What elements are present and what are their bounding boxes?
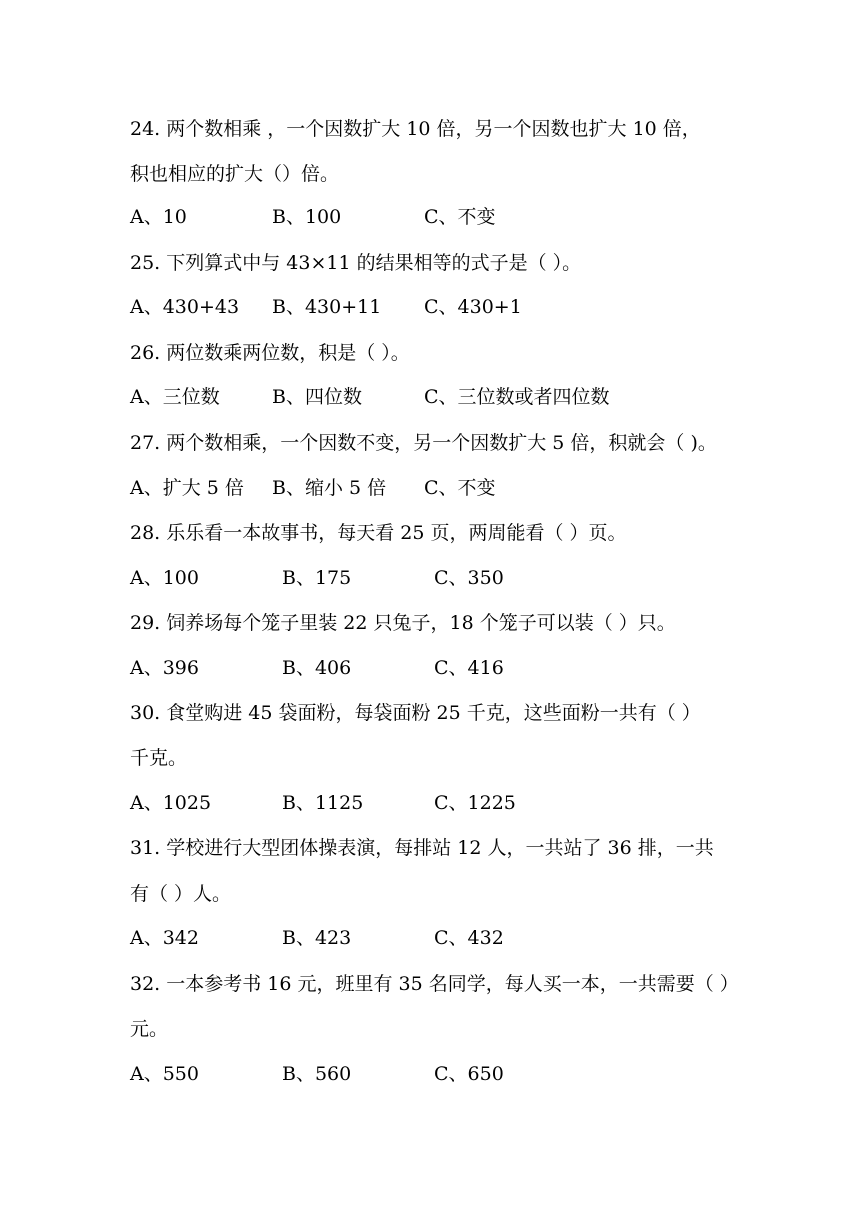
question-29-option-a: A、396 bbox=[130, 657, 199, 679]
question-28-option-c: C、350 bbox=[434, 567, 504, 589]
question-31-line-1: 31. 学校进行大型团体操表演，每排站 12 人，一共站了 36 排，一共 bbox=[130, 837, 714, 859]
question-24-option-c: C、不变 bbox=[424, 206, 496, 228]
question-30-option-a: A、1025 bbox=[130, 792, 212, 814]
question-28-option-a: A、100 bbox=[130, 567, 199, 589]
question-24-option-a: A、10 bbox=[130, 206, 187, 228]
question-32-option-c: C、650 bbox=[434, 1063, 504, 1085]
question-26-option-a: A、三位数 bbox=[130, 386, 220, 408]
question-26-option-b: B、四位数 bbox=[272, 386, 362, 408]
question-32-option-b: B、560 bbox=[282, 1063, 352, 1085]
question-29-line-1: 29. 饲养场每个笼子里装 22 只兔子，18 个笼子可以装（ ）只。 bbox=[130, 612, 676, 634]
question-27-line-1: 27. 两个数相乘，一个因数不变，另一个因数扩大 5 倍，积就会（ )。 bbox=[130, 432, 717, 454]
question-31-option-b: B、423 bbox=[282, 927, 352, 949]
question-31-line-2: 有（ ）人。 bbox=[130, 883, 232, 905]
question-27-option-c: C、不变 bbox=[424, 477, 496, 499]
question-28-line-1: 28. 乐乐看一本故事书，每天看 25 页，两周能看（ ）页。 bbox=[130, 522, 627, 544]
question-30-line-2: 千克。 bbox=[130, 747, 188, 769]
question-24-option-b: B、100 bbox=[272, 206, 342, 228]
question-29-option-c: C、416 bbox=[434, 657, 504, 679]
question-25-option-c: C、430+1 bbox=[424, 296, 522, 318]
question-30-option-b: B、1125 bbox=[282, 792, 364, 814]
question-29-option-b: B、406 bbox=[282, 657, 352, 679]
question-24-line-2: 积也相应的扩大（）倍。 bbox=[130, 163, 340, 185]
question-32-line-2: 元。 bbox=[130, 1018, 169, 1040]
question-30-option-c: C、1225 bbox=[434, 792, 516, 814]
question-32-option-a: A、550 bbox=[130, 1063, 199, 1085]
question-26-option-c: C、三位数或者四位数 bbox=[424, 386, 610, 408]
question-25-option-a: A、430+43 bbox=[130, 296, 240, 318]
question-30-line-1: 30. 食堂购进 45 袋面粉，每袋面粉 25 千克，这些面粉一共有（ ） bbox=[130, 702, 701, 724]
question-27-option-a: A、扩大 5 倍 bbox=[130, 477, 244, 499]
question-32-line-1: 32. 一本参考书 16 元，班里有 35 名同学，每人买一本，一共需要（ ） bbox=[130, 973, 739, 995]
question-31-option-c: C、432 bbox=[434, 927, 504, 949]
question-28-option-b: B、175 bbox=[282, 567, 352, 589]
question-25-line-1: 25. 下列算式中与 43×11 的结果相等的式子是（ ）。 bbox=[130, 252, 582, 274]
question-26-line-1: 26. 两位数乘两位数，积是（ ）。 bbox=[130, 342, 410, 364]
question-27-option-b: B、缩小 5 倍 bbox=[272, 477, 387, 499]
question-31-option-a: A、342 bbox=[130, 927, 199, 949]
question-25-option-b: B、430+11 bbox=[272, 296, 382, 318]
question-24-line-1: 24. 两个数相乘 ，一个因数扩大 10 倍，另一个因数也扩大 10 倍， bbox=[130, 118, 701, 140]
